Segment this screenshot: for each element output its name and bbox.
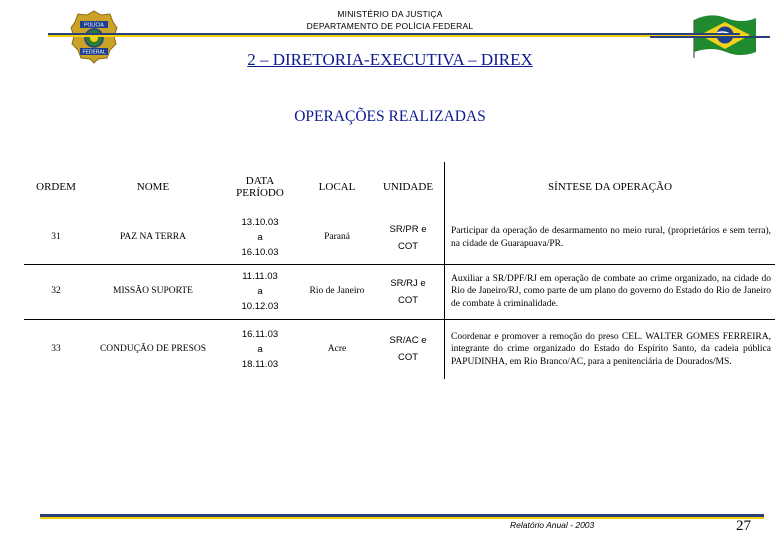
department-title: DEPARTAMENTO DE POLÍCIA FEDERAL bbox=[306, 21, 474, 31]
cell-local: Acre bbox=[302, 319, 372, 379]
badge-bottom-text: FEDERAL bbox=[82, 49, 106, 56]
cell-ordem: 31 bbox=[51, 232, 61, 243]
header-sintese: SÍNTESE DA OPERAÇÃO bbox=[445, 162, 776, 212]
cell-ordem: 33 bbox=[24, 319, 88, 379]
cell-data bbox=[218, 264, 302, 319]
cell-sintese: Participar da operação de desarmamento no meio rural, (proprietários e sem terra), na cidade de Guarapuava/PR. bbox=[445, 212, 776, 264]
header-data-line2: PERÍODO bbox=[236, 187, 284, 199]
header-rule-right bbox=[650, 36, 770, 38]
table-row bbox=[24, 264, 775, 319]
cell-local: Rio de Janeiro bbox=[302, 264, 372, 319]
cell-data-end: 16.10.03 bbox=[241, 247, 279, 259]
header-unidade: UNIDADE bbox=[382, 181, 434, 193]
footer-rule-yellow bbox=[40, 517, 764, 519]
cell-unidade-line1: SR/PR e bbox=[389, 223, 427, 235]
ministry-title: MINISTÉRIO DA JUSTIÇA bbox=[337, 9, 443, 19]
cell-data-start: 11.11.03 bbox=[242, 271, 278, 282]
cell-sintese: Auxiliar a SR/DPF/RJ em operação de combate ao crime organizado, na cidade do Rio de Janeiro/RJ, como parte de um plano do governo do Estado do Rio de Janeiro de combate à criminalidade. bbox=[445, 264, 776, 319]
cell-ordem: 32 bbox=[24, 264, 88, 319]
cell-unidade bbox=[372, 319, 445, 379]
federal-police-badge-icon bbox=[70, 10, 118, 64]
header-rule-yellow bbox=[48, 35, 740, 37]
header-data bbox=[218, 162, 302, 212]
cell-unidade-line2: COT bbox=[397, 352, 419, 364]
table-row bbox=[24, 212, 775, 264]
footer-report-title: Relatório Anual - 2003 bbox=[510, 520, 595, 530]
cell-unidade bbox=[372, 212, 445, 264]
cell-data-a: a bbox=[257, 286, 263, 297]
cell-nome: MISSÃO SUPORTE bbox=[88, 264, 218, 319]
cell-unidade-line1: SR/RJ e bbox=[390, 277, 426, 289]
cell-local: Paraná bbox=[324, 232, 350, 243]
cell-unidade-line2: COT bbox=[397, 294, 419, 306]
cell-data-a: a bbox=[257, 232, 263, 244]
cell-data-end: 18.11.03 bbox=[241, 358, 279, 370]
header-data-line1: DATA bbox=[245, 175, 275, 187]
header-local: LOCAL bbox=[318, 181, 356, 193]
cell-nome: PAZ NA TERRA bbox=[120, 232, 186, 243]
cell-unidade bbox=[372, 264, 445, 319]
badge-top-text: POLÍCIA bbox=[84, 22, 104, 29]
page-number: 27 bbox=[736, 518, 751, 534]
cell-data-end: 10.12.03 bbox=[241, 301, 279, 312]
cell-data bbox=[218, 319, 302, 379]
header-ordem: ORDEM bbox=[36, 181, 76, 193]
cell-unidade-line1: SR/AC e bbox=[389, 335, 427, 347]
cell-data bbox=[218, 212, 302, 264]
cell-data-start: 13.10.03 bbox=[241, 217, 279, 229]
table-row bbox=[24, 319, 775, 379]
operations-table bbox=[24, 162, 775, 379]
cell-data-a: a bbox=[257, 343, 263, 355]
cell-nome: CONDUÇÃO DE PRESOS bbox=[88, 319, 218, 379]
cell-sintese: Coordenar e promover a remoção do preso CEL. WALTER GOMES FERREIRA, integrante do crime organizado do Estado do Espírito Santo, da cadeia pública PAPUDINHA, em Rio Branco/AC, para a penitenciária de Dourados/MS. bbox=[445, 319, 776, 379]
table-heading: OPERAÇÕES REALIZADAS bbox=[294, 108, 486, 125]
section-title: 2 – DIRETORIA-EXECUTIVA – DIREX bbox=[247, 50, 533, 69]
header-nome: NOME bbox=[136, 181, 170, 193]
cell-unidade-line2: COT bbox=[397, 240, 419, 252]
table-header-row bbox=[24, 162, 775, 212]
cell-data-start: 16.11.03 bbox=[241, 328, 279, 340]
